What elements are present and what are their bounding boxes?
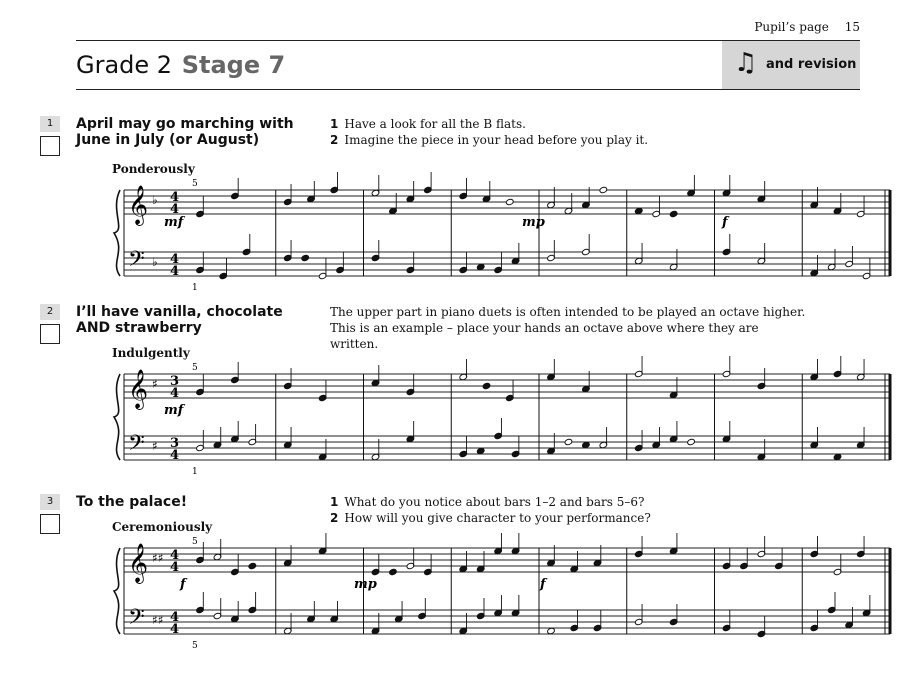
time-signature-bottom: 4 [170,560,180,575]
treble-staff [124,185,890,226]
quaver-pair-icon: ♫ [734,48,758,78]
time-signature-top: 4 [170,190,180,205]
brace [114,190,120,276]
grade-label: Grade 2 [76,51,173,79]
exercise-number: 2 [40,304,60,320]
fingering-top: 5 [192,363,198,373]
note-head [564,438,573,445]
tempo-marking: Ponderously [112,162,195,176]
note-head [482,382,491,389]
exercise-2 [40,304,870,476]
instruction-number: 1 [330,117,339,131]
tempo-marking: Ceremoniously [112,520,213,534]
exercise-title: To the palace! [76,494,188,510]
exercise-3 [40,494,870,666]
bass-staff [124,247,890,279]
fingering-bottom: 1 [192,283,198,293]
bass-clef-icon: 𝄢 [128,605,145,635]
note-head [389,568,398,575]
running-head-label: Pupil’s page [754,20,829,34]
key-signature: ♯♯ [152,613,164,627]
exercise-checkbox[interactable] [40,136,60,156]
time-signature-top: 3 [170,436,180,451]
exercise-instructions [330,494,810,526]
instruction-text: This is an example – place your hands an octave above where they are written. [330,321,759,351]
note-head [301,254,310,261]
instruction-number: 2 [330,511,339,525]
treble-staff [124,369,890,410]
instruction-text: Imagine the piece in your head before you play it. [344,133,649,147]
exercise-title: I’ll have vanilla, chocolate AND strawberry [76,304,283,336]
time-signature-bottom: 4 [170,386,180,401]
bass-clef-icon: 𝄢 [128,247,145,277]
treble-clef-icon: 𝄞 [128,543,149,583]
music-score [112,358,894,477]
time-signature-top: 4 [170,610,180,625]
brace [114,374,120,460]
exercise-checkbox[interactable] [40,324,60,344]
page-title [76,51,285,79]
running-head [742,20,860,34]
exercise-number: 1 [40,116,60,132]
key-signature: ♯ [152,439,158,453]
brace [114,548,120,634]
topic-tag [722,41,860,89]
instruction-text: What do you notice about bars 1–2 and bars 5–6? [344,495,645,509]
page-title-bar [76,40,860,90]
music-score [112,174,894,293]
instruction-text: The upper part in piano duets is often intended to be played an octave higher. [330,305,806,319]
note-head [669,210,678,217]
key-signature: ♭ [152,255,158,269]
dynamic-marking: f [722,215,728,230]
key-signature: ♭ [152,193,158,207]
dynamic-marking: f [180,577,186,592]
time-signature-top: 3 [170,374,180,389]
exercise-instructions [330,116,810,148]
exercise-title: April may go marching with June in July (or August) [76,116,294,148]
time-signature-bottom: 4 [170,622,180,637]
bass-staff [124,605,890,637]
time-signature-bottom: 4 [170,202,180,217]
exercise-number: 3 [40,494,60,510]
time-signature-bottom: 4 [170,264,180,279]
fingering-bottom: 1 [192,467,198,477]
music-score [112,532,894,650]
treble-clef-icon: 𝄞 [128,369,149,409]
exercise-instructions [330,304,810,352]
instruction-text: How will you give character to your performance? [344,511,651,525]
time-signature-top: 4 [170,548,180,563]
instruction-number: 1 [330,495,339,509]
dynamic-marking: f [540,577,546,592]
note-head [687,438,696,445]
page-number: 15 [844,20,860,34]
time-signature-bottom: 4 [170,448,180,463]
time-signature-top: 4 [170,252,180,267]
note-head [248,562,257,569]
topic-tag-text: and revision [766,57,857,72]
instruction-number: 2 [330,133,339,147]
dynamic-marking: mp [522,215,545,230]
tempo-marking: Indulgently [112,346,190,360]
dynamic-marking: mp [354,577,377,592]
key-signature: ♯ [152,377,158,391]
fingering-bottom: 5 [192,641,198,651]
stage-label: Stage 7 [181,51,286,79]
instruction-text: Have a look for all the B flats. [344,117,526,131]
bass-clef-icon: 𝄢 [128,431,145,461]
dynamic-marking: mf [164,403,184,418]
fingering-top: 5 [192,179,198,189]
exercise-1 [40,116,870,293]
note-head [505,198,514,205]
exercise-checkbox[interactable] [40,514,60,534]
note-head [599,186,608,193]
treble-staff [124,543,890,584]
bass-staff [124,431,890,463]
key-signature: ♯♯ [152,551,164,565]
dynamic-marking: mf [164,215,184,230]
fingering-top: 5 [192,537,198,547]
treble-clef-icon: 𝄞 [128,185,149,225]
